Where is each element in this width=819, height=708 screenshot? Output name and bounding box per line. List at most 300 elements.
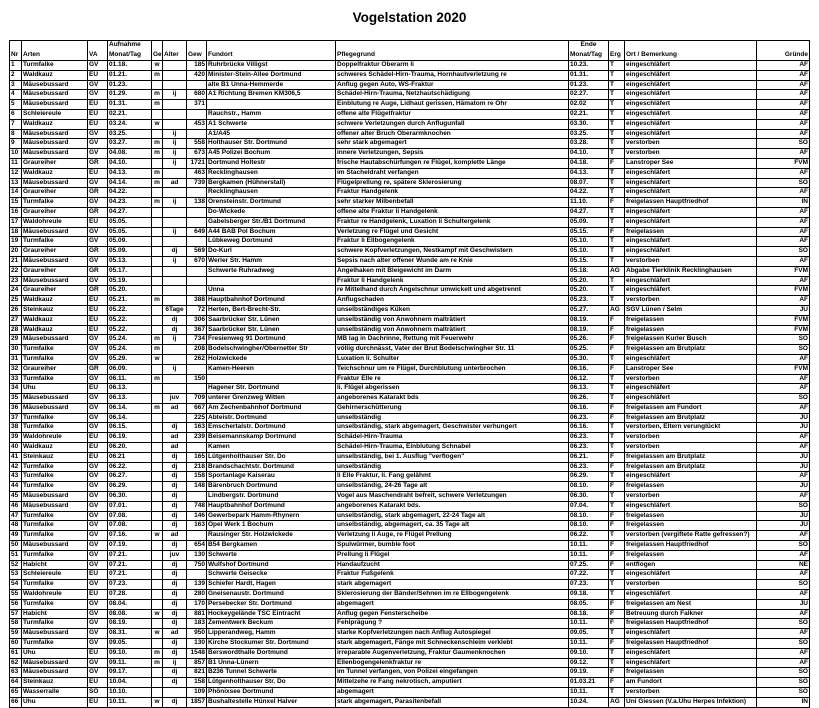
- cell-nr: 12: [10, 168, 22, 178]
- cell-pflegegrund: irreparable Augenverletzung, Fraktur Gaumenknochen: [336, 648, 569, 658]
- cell-nr: 49: [10, 531, 22, 541]
- cell-alter: dj: [163, 678, 187, 688]
- cell-va: GR: [88, 266, 108, 276]
- cell-erg: F: [609, 541, 625, 551]
- header-nr-top: [10, 41, 22, 51]
- cell-gew: [187, 286, 207, 296]
- cell-gew: 183: [187, 619, 207, 629]
- cell-erg: T: [609, 276, 625, 286]
- cell-va: GV: [88, 472, 108, 482]
- cell-gruende: SO: [757, 178, 810, 188]
- cell-fundort: Bärenbruch Dortmund: [207, 482, 336, 492]
- cell-gruende: FVM: [757, 315, 810, 325]
- cell-ge: m: [152, 296, 163, 306]
- cell-nr: 7: [10, 119, 22, 129]
- cell-aufnahme: 06.21: [108, 452, 152, 462]
- cell-alter: [163, 374, 187, 384]
- cell-art: Mäusebussard: [22, 149, 88, 159]
- cell-art: Turmfalke: [22, 354, 88, 364]
- cell-alter: [163, 61, 187, 71]
- cell-pflegegrund: angeborenes Katarakt bds: [336, 394, 569, 404]
- cell-gruende: JU: [757, 413, 810, 423]
- cell-gew: [187, 492, 207, 502]
- cell-alter: [163, 100, 187, 110]
- cell-fundort: Lübkeweg Dortmund: [207, 237, 336, 247]
- cell-erg: T: [609, 237, 625, 247]
- table-row: [10, 237, 810, 247]
- cell-ort: verstorben: [625, 139, 757, 149]
- cell-art: Habicht: [22, 609, 88, 619]
- table-row: [10, 256, 810, 266]
- cell-gew: 280: [187, 590, 207, 600]
- cell-erg: T: [609, 580, 625, 590]
- cell-ort: eingeschläfert: [625, 90, 757, 100]
- cell-alter: ij: [163, 364, 187, 374]
- table-row: [10, 501, 810, 511]
- cell-ende: 04.27.: [569, 207, 609, 217]
- cell-erg: T: [609, 648, 625, 658]
- cell-pflegegrund: unselbständig von Anwohnern malträtiert: [336, 315, 569, 325]
- cell-gruende: AF: [757, 374, 810, 384]
- cell-alter: [163, 217, 187, 227]
- cell-erg: T: [609, 443, 625, 453]
- cell-fundort: Hauptbahnhof Dortmund: [207, 501, 336, 511]
- cell-gruende: SO: [757, 139, 810, 149]
- cell-ende: 10.11.: [569, 619, 609, 629]
- cell-aufnahme: 07.08.: [108, 511, 152, 521]
- cell-nr: 47: [10, 511, 22, 521]
- cell-ende: 06.16.: [569, 364, 609, 374]
- cell-art: Mäusebussard: [22, 492, 88, 502]
- cell-aufnahme: 07.28.: [108, 590, 152, 600]
- cell-alter: ad: [163, 443, 187, 453]
- cell-va: GV: [88, 462, 108, 472]
- cell-art: Turmfalke: [22, 237, 88, 247]
- cell-ende: 02.21.: [569, 109, 609, 119]
- cell-pflegegrund: sehr stark abgemagert: [336, 139, 569, 149]
- cell-alter: dj: [163, 452, 187, 462]
- cell-pflegegrund: Einblutung re Auge, Lidhaut gerissen, Hämatom re Ohr: [336, 100, 569, 110]
- cell-aufnahme: 05.22.: [108, 305, 152, 315]
- cell-fundort: Orensteinstr. Dortmund: [207, 198, 336, 208]
- cell-art: Mäusebussard: [22, 629, 88, 639]
- cell-fundort: Recklinghausen: [207, 188, 336, 198]
- cell-fundort: A45 Polizei Bochum: [207, 149, 336, 159]
- cell-erg: T: [609, 629, 625, 639]
- cell-erg: F: [609, 511, 625, 521]
- cell-gruende: AF: [757, 90, 810, 100]
- header-gew-top: [187, 41, 207, 51]
- cell-ende: 06.21.: [569, 452, 609, 462]
- cell-gew: 130: [187, 639, 207, 649]
- table-row: [10, 452, 810, 462]
- cell-alter: ad: [163, 178, 187, 188]
- cell-pflegegrund: sehr starker Milbenbefall: [336, 198, 569, 208]
- cell-erg: T: [609, 109, 625, 119]
- cell-gruende: FVM: [757, 286, 810, 296]
- cell-erg: T: [609, 501, 625, 511]
- cell-art: Turmfalke: [22, 550, 88, 560]
- header-gew: Gew: [187, 50, 207, 61]
- cell-fundort: Fresienweg 91 Dortmund: [207, 335, 336, 345]
- cell-ort: verstorben: [625, 580, 757, 590]
- cell-fundort: Bergkamen (Hühnerstall): [207, 178, 336, 188]
- cell-nr: 29: [10, 335, 22, 345]
- cell-alter: ad: [163, 531, 187, 541]
- cell-nr: 19: [10, 237, 22, 247]
- cell-aufnahme: 06.09.: [108, 364, 152, 374]
- cell-art: Turmfalke: [22, 482, 88, 492]
- table-row: [10, 433, 810, 443]
- cell-ende: 06.12.: [569, 374, 609, 384]
- cell-ende: 07.22.: [569, 570, 609, 580]
- cell-fundort: Schwerte Ruhradweg: [207, 266, 336, 276]
- cell-ort: eingeschläfert: [625, 109, 757, 119]
- cell-aufnahme: 07.23.: [108, 580, 152, 590]
- cell-fundort: [207, 374, 336, 384]
- table-row: [10, 276, 810, 286]
- cell-va: EU: [88, 452, 108, 462]
- table-row: [10, 345, 810, 355]
- table-row: [10, 462, 810, 472]
- cell-nr: 17: [10, 217, 22, 227]
- cell-va: GV: [88, 492, 108, 502]
- header-ort: Ort / Bemerkung: [625, 50, 757, 61]
- cell-nr: 55: [10, 590, 22, 600]
- cell-ge: [152, 560, 163, 570]
- cell-erg: F: [609, 482, 625, 492]
- cell-aufnahme: 05.17.: [108, 266, 152, 276]
- cell-erg: T: [609, 423, 625, 433]
- cell-gew: 185: [187, 61, 207, 71]
- cell-ge: [152, 384, 163, 394]
- cell-nr: 61: [10, 648, 22, 658]
- cell-ende: 05.26.: [569, 335, 609, 345]
- cell-gruende: AF: [757, 531, 810, 541]
- cell-nr: 46: [10, 501, 22, 511]
- cell-gew: 1721: [187, 158, 207, 168]
- cell-aufnahme: 08.08.: [108, 609, 152, 619]
- cell-erg: T: [609, 384, 625, 394]
- cell-gew: 649: [187, 227, 207, 237]
- cell-nr: 9: [10, 139, 22, 149]
- cell-gruende: FVM: [757, 364, 810, 374]
- cell-alter: 6Tage: [163, 305, 187, 315]
- cell-erg: F: [609, 678, 625, 688]
- cell-aufnahme: 04.14.: [108, 178, 152, 188]
- cell-erg: T: [609, 129, 625, 139]
- cell-gruende: JU: [757, 521, 810, 531]
- cell-gruende: AF: [757, 590, 810, 600]
- cell-erg: AG: [609, 697, 625, 707]
- cell-aufnahme: 06.27.: [108, 472, 152, 482]
- cell-gew: 654: [187, 541, 207, 551]
- cell-gew: [187, 384, 207, 394]
- cell-gew: [187, 531, 207, 541]
- cell-ort: freigelassen am Brutplatz: [625, 462, 757, 472]
- cell-ort: eingeschläfert: [625, 501, 757, 511]
- cell-fundort: Unna: [207, 286, 336, 296]
- cell-gew: 857: [187, 658, 207, 668]
- cell-va: GV: [88, 198, 108, 208]
- cell-va: GV: [88, 560, 108, 570]
- cell-nr: 53: [10, 570, 22, 580]
- cell-art: Turmfalke: [22, 472, 88, 482]
- cell-pflegegrund: Anflugschaden: [336, 296, 569, 306]
- cell-nr: 62: [10, 658, 22, 668]
- cell-ende: 05.27.: [569, 305, 609, 315]
- cell-aufnahme: 01.31.: [108, 100, 152, 110]
- cell-aufnahme: 04.27.: [108, 207, 152, 217]
- bird-station-table: [9, 40, 810, 708]
- cell-alter: [163, 345, 187, 355]
- cell-va: GV: [88, 403, 108, 413]
- cell-fundort: Do-Wickede: [207, 207, 336, 217]
- cell-va: GV: [88, 276, 108, 286]
- header-ge-top: [152, 41, 163, 51]
- cell-pflegegrund: Mittelzehe re Fang nekrotisch, amputiert: [336, 678, 569, 688]
- cell-gruende: AF: [757, 570, 810, 580]
- cell-gruende: AF: [757, 109, 810, 119]
- table-row: [10, 423, 810, 433]
- cell-art: Turmfalke: [22, 619, 88, 629]
- cell-gruende: SO: [757, 688, 810, 698]
- cell-ort: eingeschläfert: [625, 207, 757, 217]
- cell-ende: 05.30.: [569, 354, 609, 364]
- cell-fundort: Minister-Stein-Allee Dortmund: [207, 70, 336, 80]
- cell-va: GV: [88, 629, 108, 639]
- cell-alter: dj: [163, 492, 187, 502]
- cell-aufnahme: 10.04.: [108, 678, 152, 688]
- cell-aufnahme: 06.14.: [108, 413, 152, 423]
- cell-va: GV: [88, 237, 108, 247]
- cell-alter: ad: [163, 403, 187, 413]
- cell-gruende: AF: [757, 207, 810, 217]
- cell-erg: T: [609, 286, 625, 296]
- table-row: [10, 580, 810, 590]
- cell-erg: F: [609, 335, 625, 345]
- cell-fundort: Abteistr. Dortmund: [207, 413, 336, 423]
- cell-nr: 23: [10, 276, 22, 286]
- cell-va: GV: [88, 482, 108, 492]
- cell-art: Uhu: [22, 697, 88, 707]
- cell-va: GV: [88, 80, 108, 90]
- cell-va: GV: [88, 531, 108, 541]
- cell-ge: [152, 462, 163, 472]
- cell-aufnahme: 02.21.: [108, 109, 152, 119]
- cell-gew: 367: [187, 325, 207, 335]
- cell-nr: 60: [10, 639, 22, 649]
- cell-fundort: A44 BAB Pol Bochum: [207, 227, 336, 237]
- cell-erg: T: [609, 296, 625, 306]
- cell-ort: eingeschläfert: [625, 658, 757, 668]
- cell-alter: dj: [163, 599, 187, 609]
- cell-alter: dj: [163, 325, 187, 335]
- cell-va: GV: [88, 90, 108, 100]
- cell-alter: dj: [163, 315, 187, 325]
- cell-ende: 06.26.: [569, 394, 609, 404]
- cell-nr: 20: [10, 247, 22, 257]
- cell-ort: eingeschläfert: [625, 629, 757, 639]
- cell-aufnahme: 03.27.: [108, 139, 152, 149]
- cell-gew: 130: [187, 550, 207, 560]
- cell-alter: [163, 70, 187, 80]
- cell-va: GV: [88, 149, 108, 159]
- cell-alter: [163, 276, 187, 286]
- cell-aufnahme: 01.18.: [108, 61, 152, 71]
- cell-erg: F: [609, 550, 625, 560]
- cell-ge: [152, 550, 163, 560]
- cell-art: Schleiereule: [22, 570, 88, 580]
- cell-va: EU: [88, 590, 108, 600]
- cell-va: GV: [88, 394, 108, 404]
- cell-ort: verstorben: [625, 149, 757, 159]
- cell-erg: T: [609, 70, 625, 80]
- cell-ort: eingeschläfert: [625, 119, 757, 129]
- cell-art: Turmfalke: [22, 511, 88, 521]
- cell-ge: [152, 472, 163, 482]
- cell-ge: [152, 501, 163, 511]
- cell-ge: m: [152, 658, 163, 668]
- header-alter: Alter: [163, 50, 187, 61]
- cell-pflegegrund: Prellung li Flügel: [336, 550, 569, 560]
- cell-erg: T: [609, 217, 625, 227]
- cell-ende: 06.23.: [569, 443, 609, 453]
- cell-nr: 30: [10, 345, 22, 355]
- cell-alter: ij: [163, 129, 187, 139]
- cell-pflegegrund: unselbständig: [336, 462, 569, 472]
- table-row: [10, 688, 810, 698]
- table-row: [10, 149, 810, 159]
- cell-va: EU: [88, 697, 108, 707]
- cell-aufnahme: 04.23.: [108, 198, 152, 208]
- cell-art: Mäusebussard: [22, 139, 88, 149]
- cell-gruende: AF: [757, 433, 810, 443]
- cell-erg: T: [609, 688, 625, 698]
- cell-va: GV: [88, 541, 108, 551]
- cell-erg: T: [609, 658, 625, 668]
- cell-erg: F: [609, 560, 625, 570]
- cell-ge: [152, 482, 163, 492]
- cell-erg: T: [609, 492, 625, 502]
- cell-nr: 1: [10, 61, 22, 71]
- cell-erg: T: [609, 256, 625, 266]
- cell-va: GR: [88, 207, 108, 217]
- cell-nr: 13: [10, 178, 22, 188]
- cell-ende: 09.05.: [569, 629, 609, 639]
- cell-va: GV: [88, 501, 108, 511]
- cell-ge: [152, 266, 163, 276]
- cell-aufnahme: 06.20.: [108, 443, 152, 453]
- cell-ende: 03.25.: [569, 129, 609, 139]
- cell-ort: eingeschläfert: [625, 590, 757, 600]
- cell-gruende: JU: [757, 482, 810, 492]
- cell-aufnahme: 07.16.: [108, 531, 152, 541]
- cell-pflegegrund: unselbständig, 24-26 Tage alt: [336, 482, 569, 492]
- cell-ge: m: [152, 100, 163, 110]
- cell-ort: verstorben: [625, 433, 757, 443]
- cell-nr: 65: [10, 688, 22, 698]
- cell-pflegegrund: Ellenbogengelenkfraktur re: [336, 658, 569, 668]
- cell-va: GV: [88, 354, 108, 364]
- cell-ge: [152, 423, 163, 433]
- table-row: [10, 178, 810, 188]
- table-row: [10, 590, 810, 600]
- cell-nr: 63: [10, 668, 22, 678]
- cell-pflegegrund: Schädel-Hirn-Trauma, Einblutung Schnabel: [336, 443, 569, 453]
- cell-ge: [152, 80, 163, 90]
- table-row: [10, 550, 810, 560]
- cell-art: Graureiher: [22, 266, 88, 276]
- header-fundort-top: [207, 41, 336, 51]
- cell-pflegegrund: abgemagert: [336, 599, 569, 609]
- cell-art: Waldkauz: [22, 325, 88, 335]
- cell-ort: freigelassen: [625, 325, 757, 335]
- cell-aufnahme: 06.15.: [108, 423, 152, 433]
- cell-va: GV: [88, 521, 108, 531]
- cell-va: GV: [88, 609, 108, 619]
- cell-ort: freigelassen: [625, 521, 757, 531]
- cell-fundort: Brandschachtstr. Dortmund: [207, 462, 336, 472]
- cell-alter: dj: [163, 639, 187, 649]
- cell-gew: [187, 276, 207, 286]
- cell-erg: F: [609, 198, 625, 208]
- cell-erg: F: [609, 158, 625, 168]
- cell-gew: 208: [187, 345, 207, 355]
- cell-fundort: Phönixsee Dortmund: [207, 688, 336, 698]
- cell-alter: dj: [163, 462, 187, 472]
- cell-aufnahme: 04.08.: [108, 149, 152, 159]
- cell-ge: [152, 452, 163, 462]
- cell-ende: 10.24.: [569, 697, 609, 707]
- table-row: [10, 599, 810, 609]
- cell-ge: [152, 590, 163, 600]
- cell-art: Mäusebussard: [22, 276, 88, 286]
- cell-erg: T: [609, 188, 625, 198]
- header-gruende: Gründe: [757, 50, 810, 61]
- cell-nr: 41: [10, 452, 22, 462]
- cell-va: GV: [88, 413, 108, 423]
- cell-art: Waldkauz: [22, 119, 88, 129]
- table-row: [10, 668, 810, 678]
- cell-ort: freigelassen: [625, 668, 757, 678]
- table-row: [10, 413, 810, 423]
- cell-art: Mäusebussard: [22, 227, 88, 237]
- cell-aufnahme: 03.25.: [108, 129, 152, 139]
- cell-nr: 45: [10, 492, 22, 502]
- cell-gruende: SO: [757, 668, 810, 678]
- cell-ge: w: [152, 354, 163, 364]
- cell-va: EU: [88, 443, 108, 453]
- cell-fundort: Recklinghausen: [207, 168, 336, 178]
- cell-ge: [152, 619, 163, 629]
- cell-erg: F: [609, 325, 625, 335]
- page-title: Vogelstation 2020: [352, 10, 467, 25]
- cell-pflegegrund: Fraktur li Ellbogengelenk: [336, 237, 569, 247]
- cell-va: GR: [88, 286, 108, 296]
- cell-ort: verstorben: [625, 688, 757, 698]
- cell-ort: eingeschläfert: [625, 70, 757, 80]
- cell-erg: T: [609, 90, 625, 100]
- cell-nr: 52: [10, 560, 22, 570]
- cell-pflegegrund: im Stacheldraht verfangen: [336, 168, 569, 178]
- cell-ende: 04.22.: [569, 188, 609, 198]
- cell-va: EU: [88, 100, 108, 110]
- cell-alter: [163, 286, 187, 296]
- table-row: [10, 119, 810, 129]
- cell-ge: [152, 668, 163, 678]
- cell-gruende: JU: [757, 599, 810, 609]
